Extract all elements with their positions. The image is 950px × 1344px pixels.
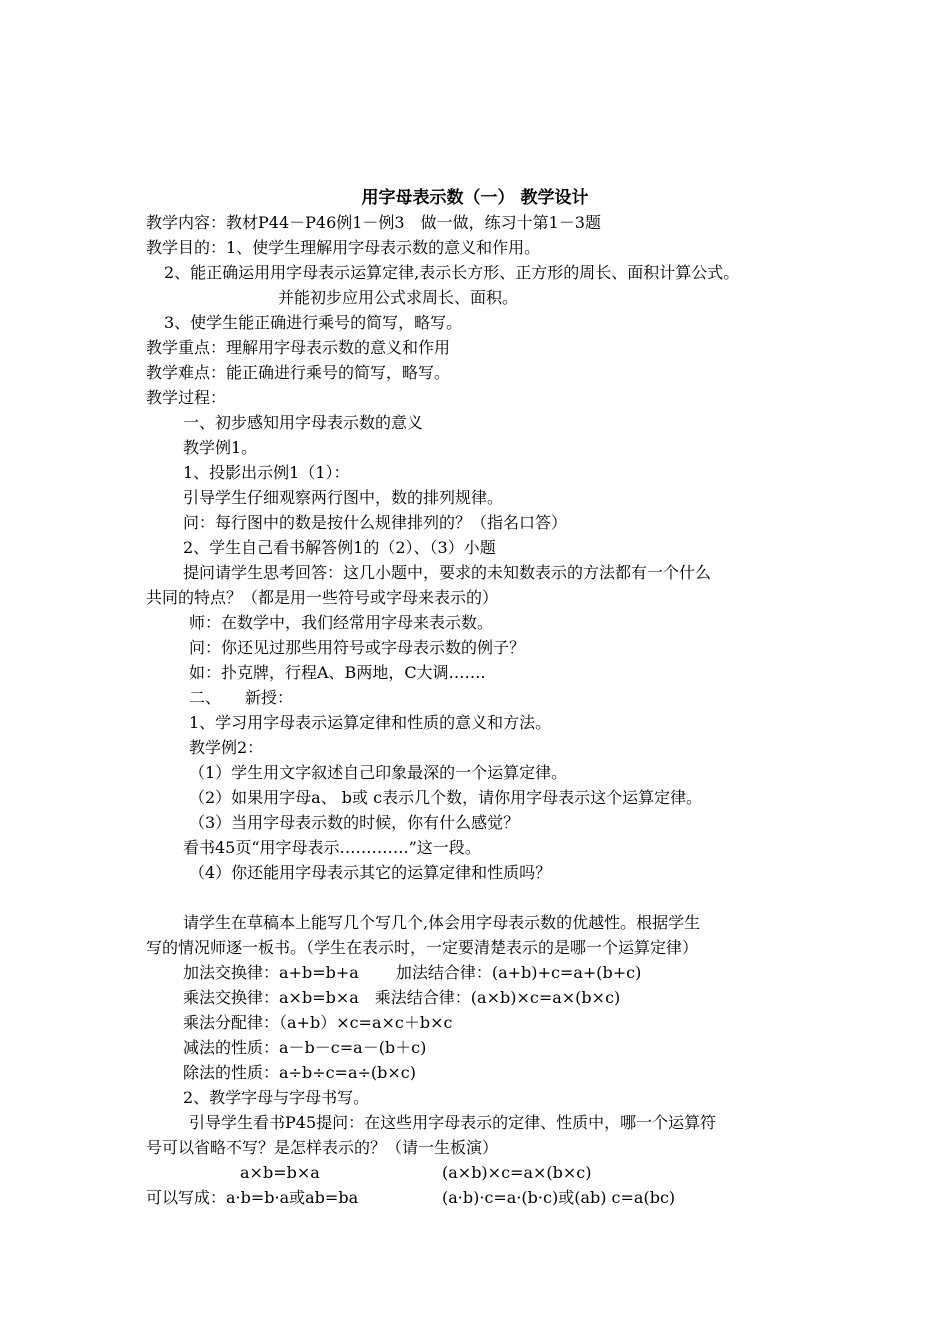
written-as-associative: (a·b)·c=a·(b·c)或(ab) c=a(bc): [442, 1188, 676, 1207]
addition-laws-line: 加法交换律：a+b=b+a 加法结合律：(a+b)+c=a+(b+c): [183, 963, 642, 982]
key-point-line: 教学重点：理解用字母表示数的意义和作用: [146, 338, 451, 357]
ask-students-line: 提问请学生思考回答：这几小题中，要求的未知数表示的方法都有一个什么: [183, 563, 712, 582]
question-rule-line: 问：每行图中的数是按什么规律排列的？（指名口答）: [183, 513, 568, 532]
difficult-point-line: 教学难点：能正确进行乘号的简写，略写。: [146, 363, 451, 382]
formula-commutative: a×b=b×a: [240, 1163, 320, 1182]
guide-observe-line: 引导学生仔细观察两行图中，数的排列规律。: [183, 488, 504, 507]
teaching-goal-line: 教学目的：1、使学生理解用字母表示数的意义和作用。: [146, 238, 541, 257]
example-2-line: 教学例2：: [189, 738, 264, 757]
formula-associative: (a×b)×c=a×(b×c): [442, 1163, 592, 1182]
step-2-2-line: 2、教学字母与字母书写。: [183, 1088, 370, 1107]
step-2-line: 2、学生自己看书解答例1的（2）、（3）小题: [183, 538, 496, 557]
subtraction-property-line: 减法的性质：a－b－c=a－(b＋c): [183, 1038, 427, 1057]
section-1-heading: 一、初步感知用字母表示数的意义: [183, 413, 424, 432]
multiplication-laws-line: 乘法交换律：a×b=b×a 乘法结合律：(a×b)×c=a×(b×c): [183, 988, 621, 1007]
example-2-item-4: （4）你还能用字母表示其它的运算定律和性质吗？: [189, 863, 552, 882]
question-examples-line: 问：你还见过那些用符号或字母表示数的例子？: [189, 638, 526, 657]
written-as-commutative: 可以写成：a·b=b·a或ab=ba: [146, 1188, 359, 1207]
teaching-content-line: 教学内容：教材P44－P46例1－例3 做一做，练习十第1－3题: [146, 213, 601, 232]
guide-p45-line-continued: 号可以省略不写？是怎样表示的？（请一生板演）: [146, 1138, 499, 1157]
teacher-line: 师：在数学中，我们经常用字母来表示数。: [189, 613, 494, 632]
draft-instruction-line: 请学生在草稿本上能写几个写几个,体会用字母表示数的优越性。根据学生: [183, 913, 701, 932]
example-2-item-2: （2）如果用字母a、 b或 c表示几个数，请你用字母表示这个运算定律。: [189, 788, 703, 807]
process-heading: 教学过程：: [146, 388, 227, 407]
examples-line: 如：扑克牌，行程A、B两地，C大调…….: [189, 663, 486, 682]
example-2-item-3: （3）当用字母表示数的时候，你有什么感觉？: [189, 813, 520, 832]
example-1-line: 教学例1。: [183, 438, 258, 457]
draft-instruction-line-continued: 写的情况师逐一板书。（学生在表示时，一定要清楚表示的是哪一个运算定律）: [146, 938, 699, 957]
guide-p45-line: 引导学生看书P45提问：在这些用字母表示的定律、性质中，哪一个运算符: [189, 1113, 717, 1132]
example-2-item-1: （1）学生用文字叙述自己印象最深的一个运算定律。: [189, 763, 568, 782]
goal-item-2-continued: 并能初步应用公式求周长、面积。: [278, 288, 519, 307]
step-1-line: 1、投影出示例1（1）：: [183, 463, 350, 482]
step-2-1-line: 1、学习用字母表示运算定律和性质的意义和方法。: [189, 713, 552, 732]
division-property-line: 除法的性质：a÷b÷c=a÷(b×c): [183, 1063, 417, 1082]
read-book-line: 看书45页“用字母表示………….”这一段。: [183, 838, 481, 857]
goal-item-3: 3、使学生能正确进行乘号的简写，略写。: [164, 313, 463, 332]
goal-item-2: 2、能正确运用用字母表示运算定律,表示长方形、正方形的周长、面积计算公式。: [164, 263, 740, 282]
document-title: 用字母表示数（一） 教学设计: [361, 188, 589, 208]
distributive-law-line: 乘法分配律：（a+b）×c=a×c＋b×c: [183, 1013, 453, 1032]
section-2-heading: 二、 新授：: [189, 688, 294, 707]
ask-students-line-continued: 共同的特点？（都是用一些符号或字母来表示的）: [146, 588, 499, 607]
